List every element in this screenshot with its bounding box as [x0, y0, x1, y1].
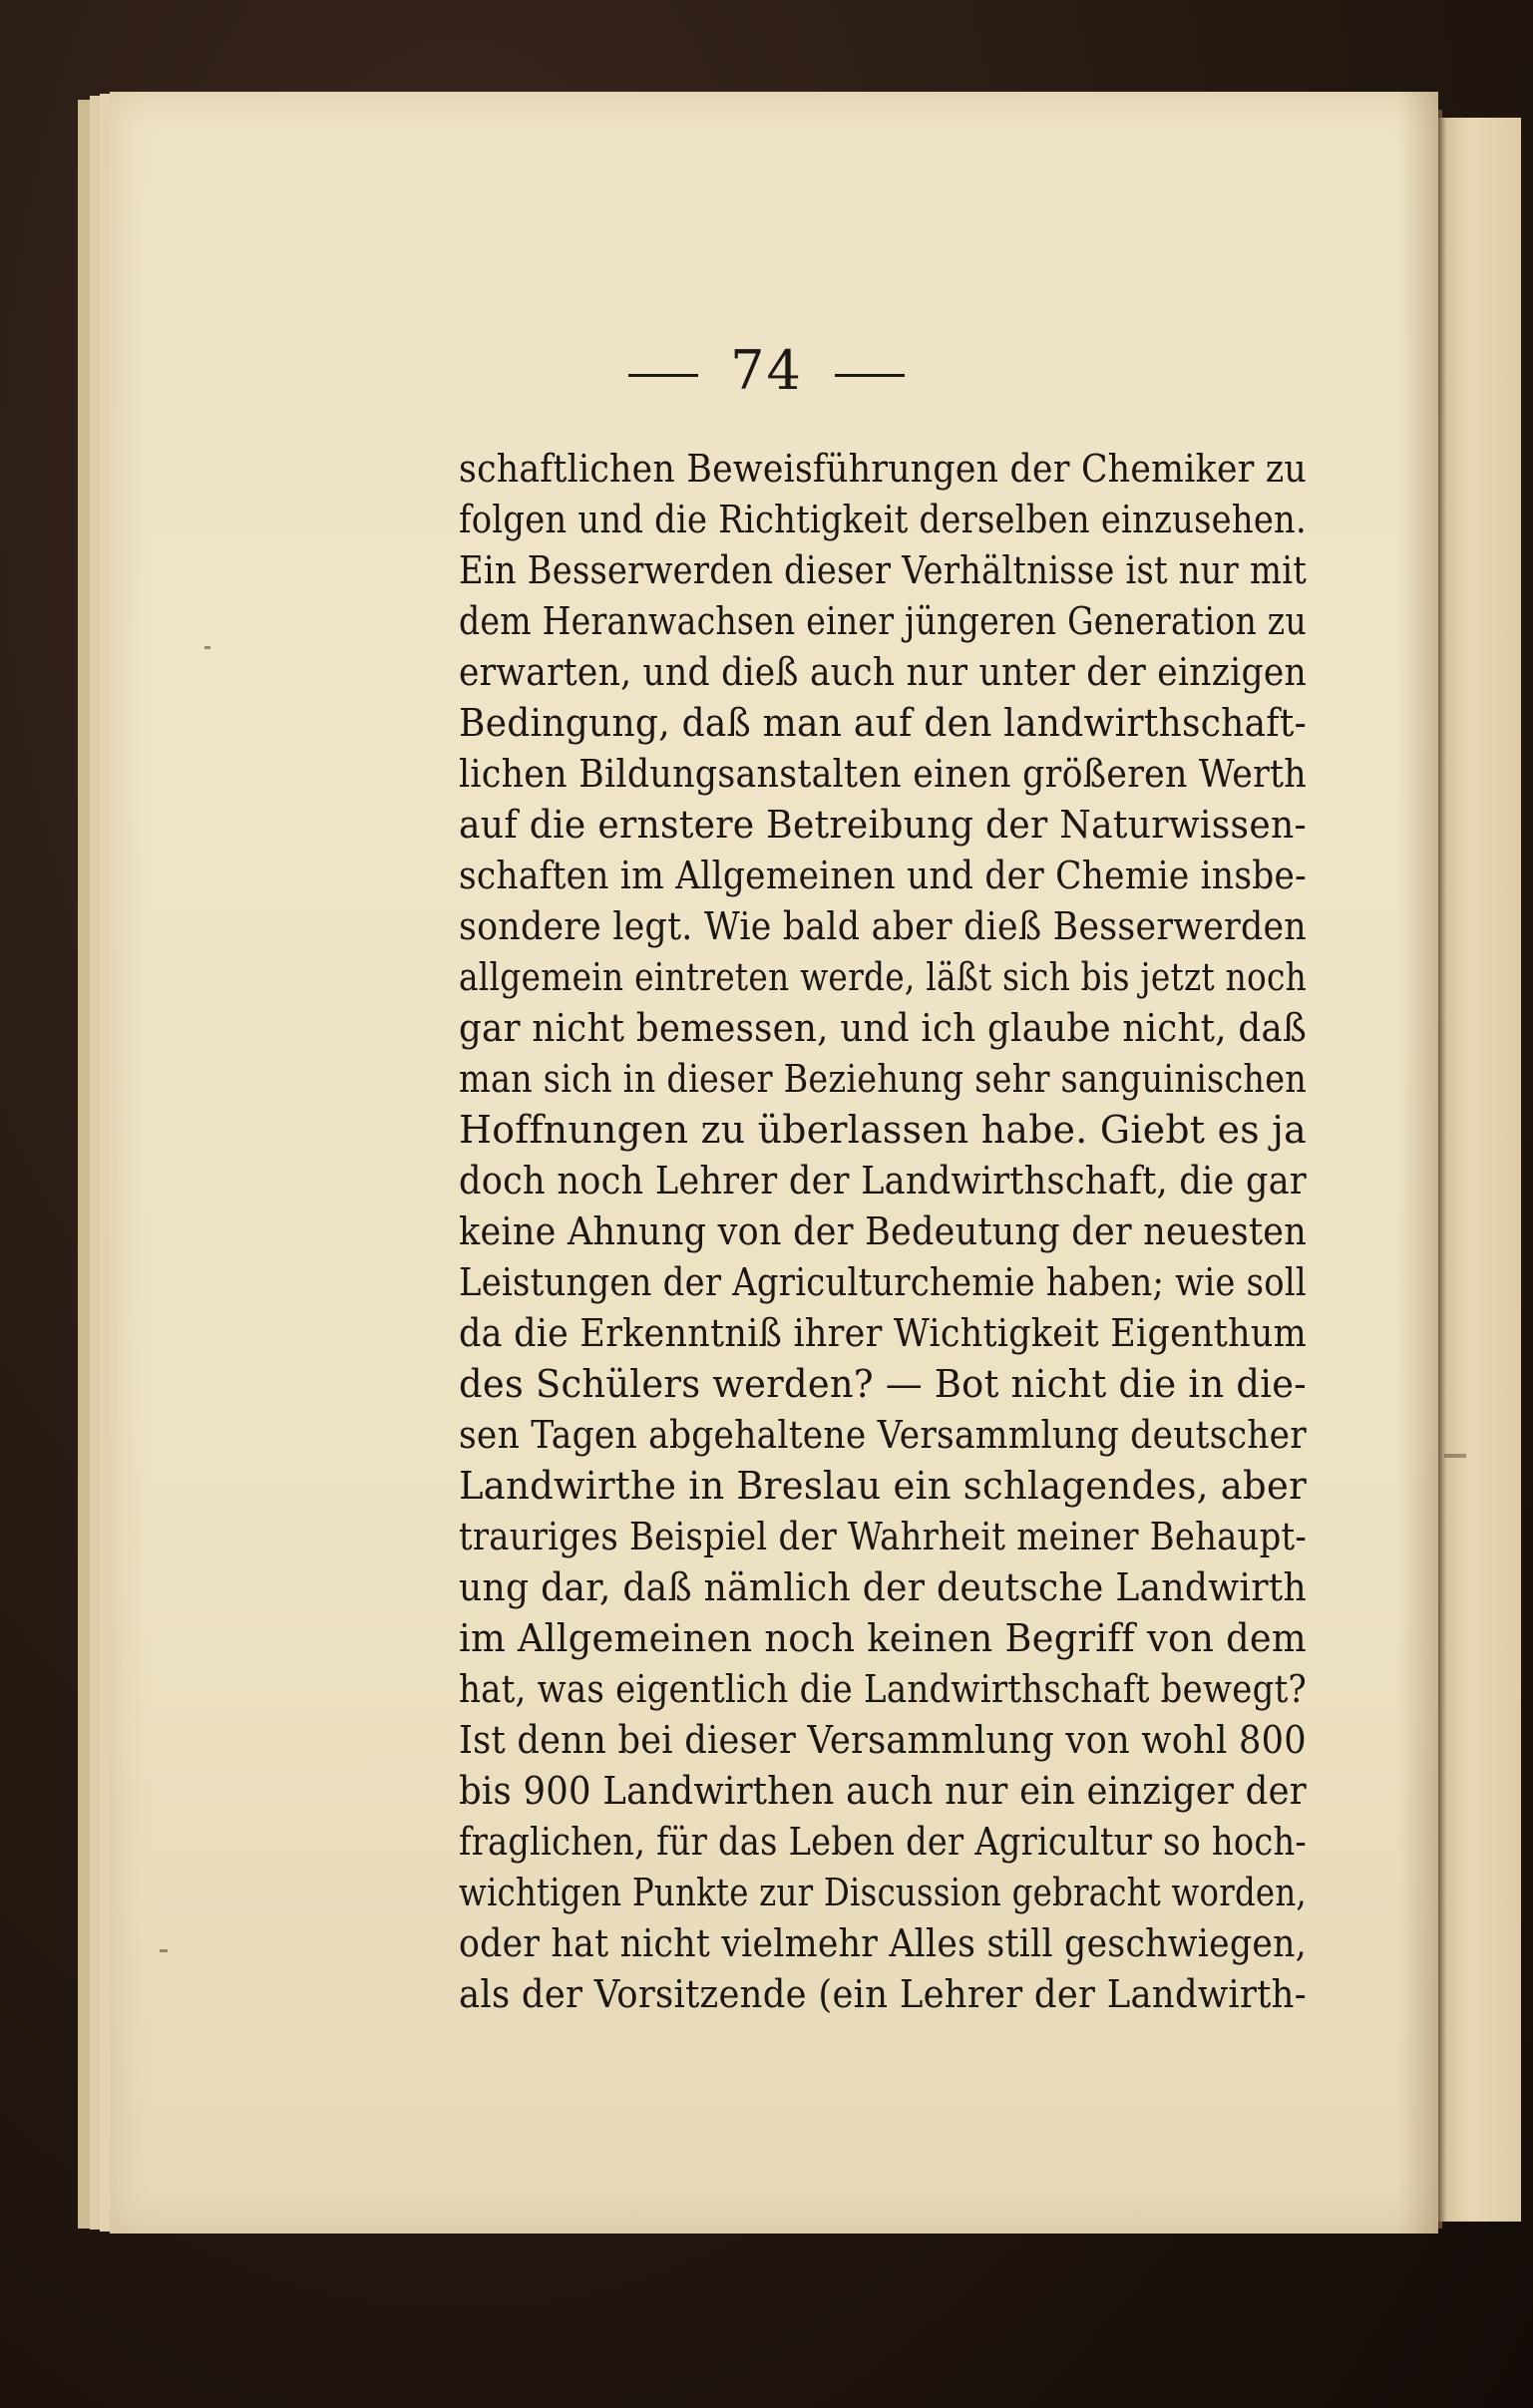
text-line: folgen und die Richtigkeit derselben einzusehen.: [459, 498, 1308, 542]
text-line: schaftlichen Beweisführungen der Chemiker zu: [459, 447, 1308, 492]
text-line: gar nicht bemessen, und ich glaube nicht, daß: [459, 1006, 1307, 1051]
page-number-dash-left: [628, 374, 698, 377]
text-line: Ein Besserwerden dieser Verhältnisse ist nur mit: [459, 548, 1308, 593]
text-line: auf die ernstere Betreibung der Naturwissen-: [459, 803, 1308, 848]
text-line: lichen Bildungsanstalten einen größeren Werth: [459, 752, 1307, 797]
text-line: doch noch Lehrer der Landwirthschaft, die gar: [459, 1159, 1307, 1204]
text-line: wichtigen Punkte zur Discussion gebracht worden,: [459, 1871, 1307, 1915]
margin-speck: [160, 1949, 168, 1952]
text-line: erwarten, und dieß auch nur unter der einzigen: [459, 650, 1307, 695]
text-line: allgemein eintreten werde, läßt sich bis jetzt noch: [459, 955, 1308, 1000]
page-gutter: [1398, 92, 1438, 2234]
facing-page-edge: [1436, 118, 1521, 2222]
text-line: Leistungen der Agriculturchemie haben; wie soll: [459, 1260, 1307, 1305]
text-line: man sich in dieser Beziehung sehr sanguinischen: [459, 1057, 1308, 1102]
text-line: da die Erkenntniß ihrer Wichtigkeit Eigenthum: [459, 1311, 1307, 1356]
margin-speck: [204, 646, 210, 649]
text-line: oder hat nicht vielmehr Alles still geschwiegen,: [459, 1921, 1308, 1966]
text-line: dem Heranwachsen einer jüngeren Generation zu: [459, 599, 1307, 644]
text-line: Bedingung, daß man auf den landwirthschaft-: [459, 701, 1308, 746]
page-number-value: 74: [730, 339, 803, 402]
text-line: als der Vorsitzende (ein Lehrer der Landwirth-: [459, 1972, 1307, 2017]
text-line: ung dar, daß nämlich der deutsche Landwirth: [459, 1565, 1308, 1610]
text-line: im Allgemeinen noch keinen Begriff von dem: [459, 1616, 1307, 1661]
body-text: [459, 444, 1307, 2020]
text-line: des Schülers werden? — Bot nicht die in die-: [459, 1362, 1308, 1407]
text-line: fraglichen, für das Leben der Agricultur so hoch-: [459, 1820, 1307, 1865]
text-line: sen Tagen abgehaltene Versammlung deutscher: [459, 1413, 1308, 1458]
text-line: schaften im Allgemeinen und der Chemie insbe-: [459, 854, 1308, 898]
text-line: Landwirthe in Breslau ein schlagendes, aber: [459, 1464, 1308, 1509]
text-line: bis 900 Landwirthen auch nur ein einziger der: [459, 1769, 1307, 1814]
margin-speck: [1444, 1454, 1466, 1458]
page-number: [0, 339, 1533, 402]
text-line: sondere legt. Wie bald aber dieß Besserwerden: [459, 904, 1307, 949]
text-line: Hoffnungen zu überlassen habe. Giebt es ja: [459, 1108, 1307, 1153]
text-line: keine Ahnung von der Bedeutung der neuesten: [459, 1209, 1308, 1254]
text-line: hat, was eigentlich die Landwirthschaft bewegt?: [459, 1667, 1307, 1712]
text-line: trauriges Beispiel der Wahrheit meiner Behaupt-: [459, 1515, 1308, 1559]
page-number-dash-right: [835, 374, 905, 377]
text-line: Ist denn bei dieser Versammlung von wohl 800: [459, 1718, 1307, 1763]
